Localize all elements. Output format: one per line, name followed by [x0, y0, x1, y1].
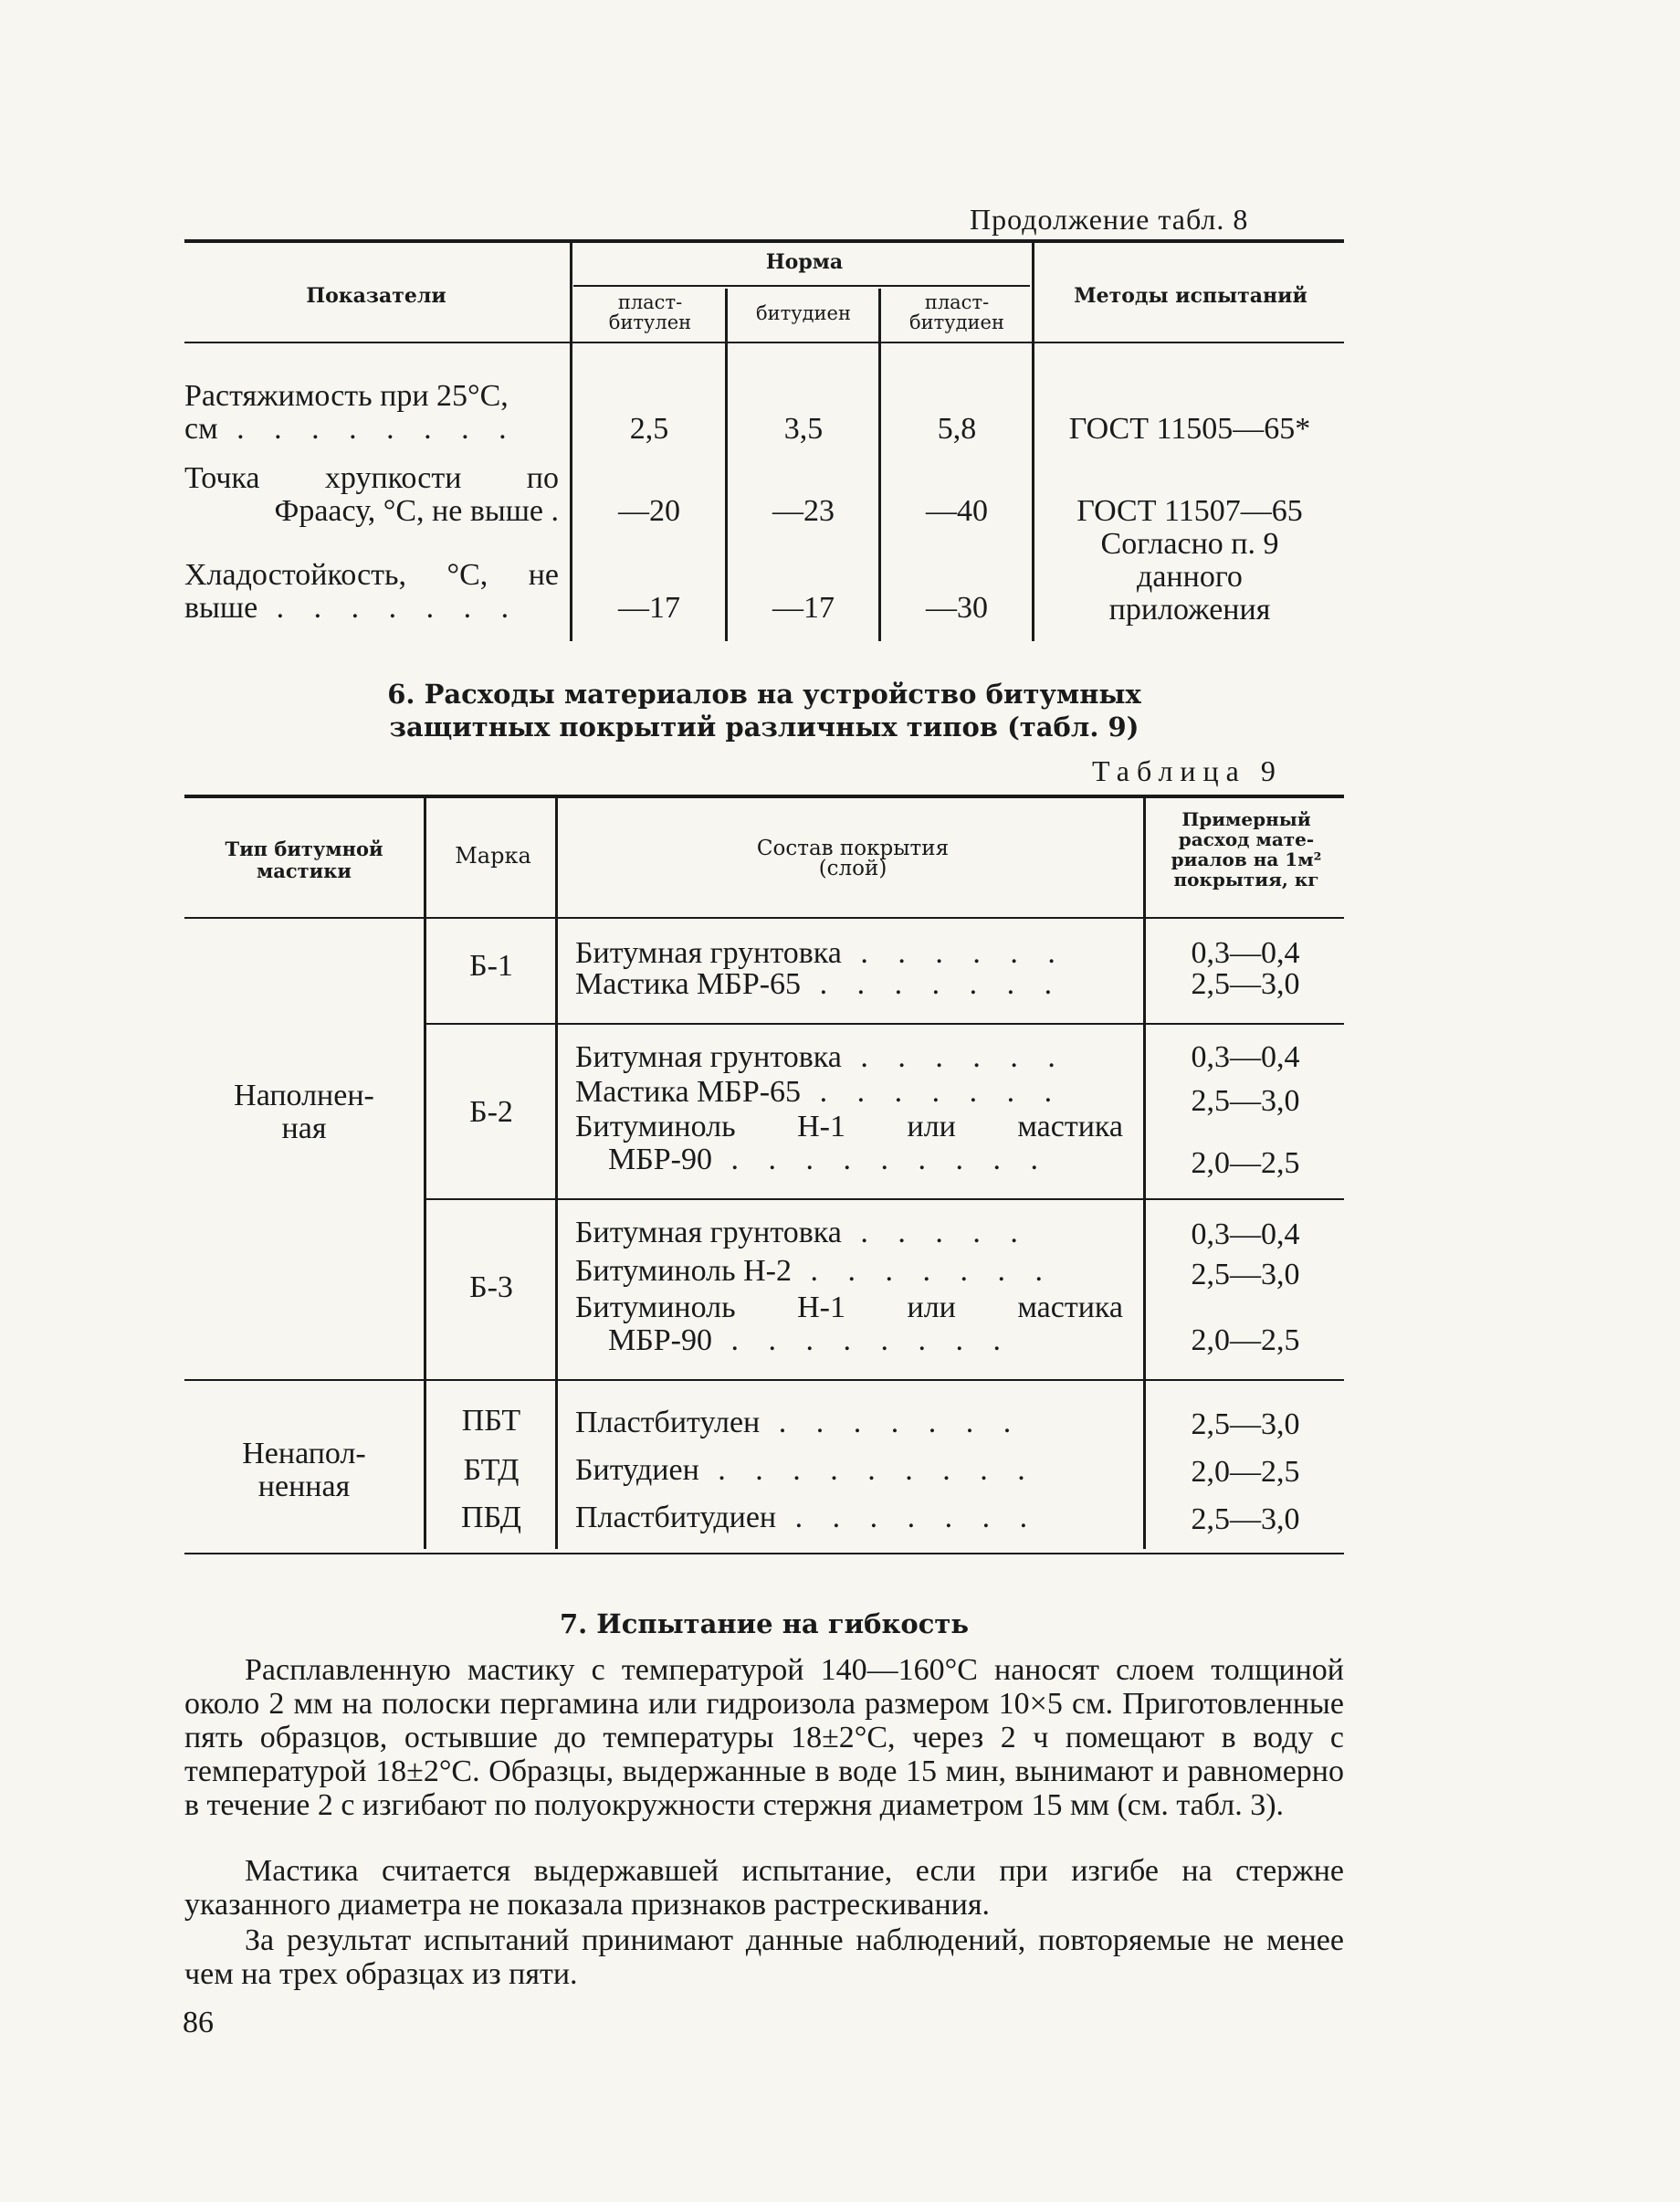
table9-unfilled-item3: Пластбитудиен . . . . . . . — [575, 1501, 1039, 1534]
table8-vline-4 — [1032, 243, 1034, 641]
table8-row2-v3: —40 — [926, 494, 988, 528]
table9-b3-item2: Битуминоль Н-2 . . . . . . . — [575, 1254, 1054, 1288]
table9-sep-filled — [184, 1379, 1344, 1381]
page-number: 86 — [183, 2006, 214, 2039]
table9-header-type: Тип битумной мастики — [225, 838, 383, 882]
table9-header-rule — [184, 917, 1344, 919]
table9-brand-pbt: ПБТ — [461, 1404, 521, 1438]
table9-b3-item1: Битумная грунтовка . . . . . — [575, 1216, 1029, 1249]
table8-header-norm: Норма — [765, 250, 844, 274]
table8-header-col1: пласт- битулен — [608, 291, 692, 333]
table9-b2-item1: Битумная грунтовка . . . . . . — [575, 1040, 1066, 1074]
section7-paragraph-3: За результат испытаний принимают данные наблюдений, повторяемые не менее чем на трех образцах из пяти. — [184, 1923, 1344, 1991]
table8-header-indicators: Показатели — [306, 284, 446, 308]
table8-vline-2 — [725, 289, 728, 641]
table9-top-rule — [184, 795, 1344, 798]
table8-row2-method: ГОСТ 11507—65 — [1076, 494, 1303, 528]
table9-sep-b1 — [425, 1023, 1344, 1025]
table9-unfilled-item2: Битудиен . . . . . . . . . — [575, 1453, 1036, 1487]
table8-row3-v3: —30 — [926, 591, 988, 625]
table9-vline-1 — [424, 798, 426, 1549]
table8-row3-label: Хладостойкость, °С, не выше . . . . . . . — [184, 558, 559, 625]
table9-unfilled-val1: 2,5—3,0 — [1191, 1407, 1300, 1441]
table8-vline-3 — [878, 289, 881, 641]
table9-vline-2 — [555, 798, 558, 1549]
table9-header-brand: Марка — [455, 843, 531, 869]
table9-vline-3 — [1143, 798, 1146, 1549]
table9-sep-b2 — [425, 1198, 1344, 1200]
table9-b2-val2: 2,5—3,0 — [1191, 1084, 1300, 1118]
table9-b1-val2: 2,5—3,0 — [1191, 967, 1300, 1001]
table8-caption: Продолжение табл. 8 — [970, 203, 1249, 236]
table9-b2-val1: 0,3—0,4 — [1191, 1040, 1300, 1074]
table8-row3-v2: —17 — [772, 591, 835, 625]
table8-norm-rule — [573, 285, 1030, 287]
table9-brand-pbd: ПБД — [461, 1501, 521, 1534]
table8-row1-label: Растяжимость при 25°С, см . . . . . . . . — [184, 379, 518, 446]
table9-unfilled-val2: 2,0—2,5 — [1191, 1455, 1300, 1489]
table9-b3-item3: Битуминоль Н-1 или мастика МБР-90 . . . . . . . . — [575, 1291, 1123, 1357]
table8-row2-v2: —23 — [772, 494, 835, 528]
table8-row2-label: Точка хрупкости по Фраасу, °С, не выше . — [184, 461, 559, 528]
table8-top-rule — [184, 239, 1344, 243]
table8-header-methods: Методы испытаний — [1074, 284, 1307, 308]
section6-title: 6. Расходы материалов на устройство битумных защитных покрытий различных типов (табл. 9) — [387, 679, 1141, 743]
table9-unfilled-item1: Пластбитулен . . . . . . . — [575, 1406, 1023, 1439]
table9-brand-b2: Б-2 — [469, 1095, 513, 1129]
table8-row2-v1: —20 — [618, 494, 680, 528]
table9-caption: Таблица 9 — [1092, 754, 1283, 787]
table8-header-col2: битудиен — [756, 302, 851, 324]
section7-paragraph-2: Мастика считается выдержавшей испытание, если при изгибе на стержне указанного диаметра не показала признаков растрескивания. — [184, 1854, 1344, 1922]
table8-vline-1 — [570, 243, 572, 641]
table9-type-filled: Наполнен- ная — [234, 1079, 374, 1145]
section7-paragraph-1: Расплавленную мастику с температурой 140—160°С наносят слоем толщиной около 2 мм на полоски пергамина или гидроизола размером 10×5 см. Приготовленные пять образцов, остывшие до температуры 18±2°С, через 2 ч помещают в воду с температурой 18±2°С. Образцы, выдержанные в воде 15 мин, вынимают и равномерно в течение 2 с изгибают по полуокружности стержня диаметром 15 мм (см. табл. 3). — [184, 1653, 1344, 1822]
table8-row1-v2: 3,5 — [783, 412, 824, 446]
table9-type-unfilled: Ненапол- ненная — [242, 1437, 366, 1503]
table9-b2-val3: 2,0—2,5 — [1191, 1146, 1300, 1180]
table9-brand-b1: Б-1 — [469, 949, 513, 983]
section7-title: 7. Испытание на гибкость — [559, 1608, 970, 1639]
table8-row1-v3: 5,8 — [937, 412, 977, 446]
table9-b3-val2: 2,5—3,0 — [1191, 1258, 1300, 1291]
table9-bottom-rule — [184, 1553, 1344, 1554]
table9-b2-item2: Мастика МБР-65 . . . . . . . — [575, 1075, 1064, 1109]
table9-unfilled-val3: 2,5—3,0 — [1191, 1502, 1300, 1536]
table9-b1-item1: Битумная грунтовка . . . . . . — [575, 936, 1066, 970]
table9-header-composition: Состав покрытия (слой) — [756, 837, 950, 880]
table8-row1-method: ГОСТ 11505—65* — [1068, 412, 1311, 446]
table8-row3-method: Согласно п. 9 данного приложения — [1100, 527, 1279, 627]
table9-brand-b3: Б-3 — [469, 1270, 513, 1304]
table9-b3-val3: 2,0—2,5 — [1191, 1323, 1300, 1357]
table9-b1-val1: 0,3—0,4 — [1191, 936, 1300, 970]
table9-brand-btd: БТД — [463, 1453, 520, 1487]
table8-header-col3: пласт- битудиен — [909, 291, 1004, 333]
table8-row3-v1: —17 — [618, 591, 680, 625]
table9-b2-item3: Битуминоль Н-1 или мастика МБР-90 . . . . . . . . . — [575, 1110, 1123, 1176]
table9-b3-val1: 0,3—0,4 — [1191, 1217, 1300, 1251]
table8-header-rule — [184, 342, 1344, 343]
table9-b1-item2: Мастика МБР-65 . . . . . . . — [575, 967, 1064, 1001]
table8-row1-v1: 2,5 — [629, 412, 669, 446]
table9-header-consumption: Примерный расход мате- риалов на 1м² покрытия, кг — [1171, 808, 1322, 890]
